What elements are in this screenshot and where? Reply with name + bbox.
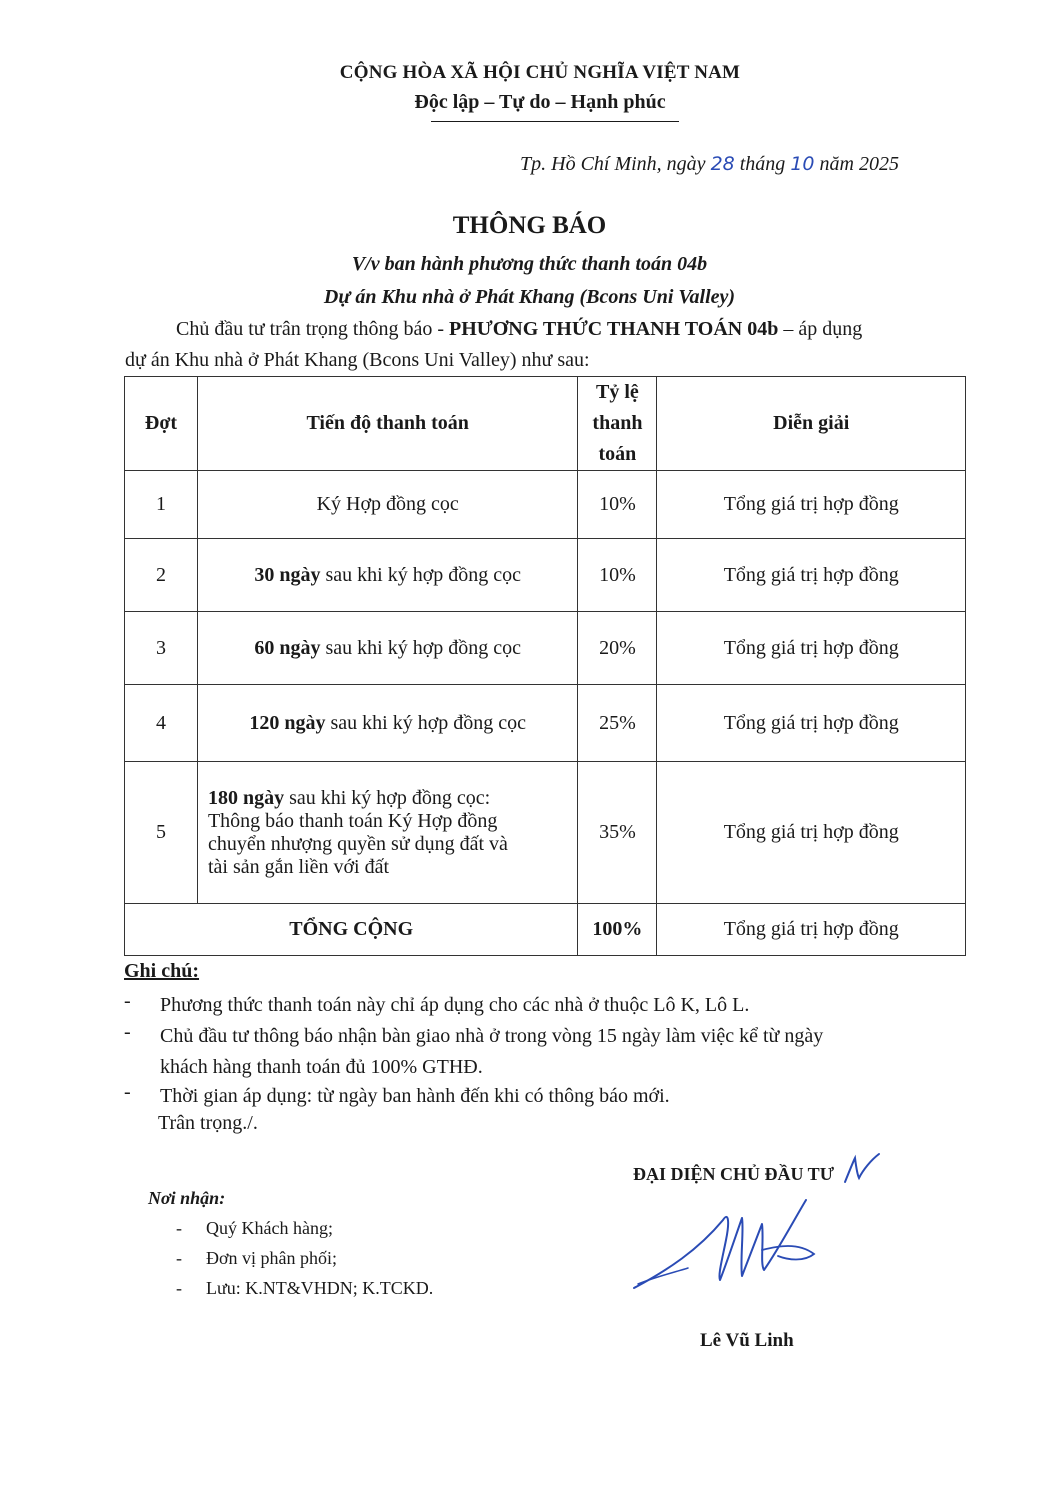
table-row <box>125 612 966 685</box>
intro-lead: Chủ đầu tư trân trọng thông báo - <box>176 318 450 340</box>
row-phase: 5 <box>125 762 198 904</box>
closing-regards: Trân trọng./. <box>158 1112 258 1134</box>
note-text: Phương thức thanh toán này chỉ áp dụng cho các nhà ở thuộc Lô K, Lô L. <box>160 994 750 1016</box>
project-name: Dự án Khu nhà ở Phát Khang (Bcons Uni Valley) <box>323 286 736 308</box>
recipient-text: Lưu: K.NT&VHDN; K.TCKD. <box>206 1278 434 1298</box>
note-text: Thời gian áp dụng: từ ngày ban hành đến khi có thông báo mới. <box>160 1085 670 1107</box>
row-description: Tổng giá trị hợp đồng <box>657 685 966 762</box>
intro-line-1 <box>176 318 862 341</box>
table-total-row <box>125 904 966 956</box>
row-rate: 10% <box>578 539 657 612</box>
note-item <box>124 1021 966 1083</box>
intro-tail: – áp dụng <box>778 318 863 340</box>
recipient-dash: - <box>176 1278 182 1298</box>
header-rate-line1: Tỷ lệ <box>596 381 639 403</box>
row-rate: 25% <box>578 685 657 762</box>
row-description: Tổng giá trị hợp đồng <box>657 471 966 539</box>
header-phase: Đợt <box>125 377 198 471</box>
row-progress <box>197 471 577 539</box>
row-progress <box>197 539 577 612</box>
signature-icon <box>628 1180 868 1330</box>
table-row <box>125 685 966 762</box>
row-progress-text: sau khi ký hợp đồng cọc: <box>284 786 491 809</box>
recipients-title: Nơi nhận: <box>148 1188 226 1208</box>
row-progress-text: sau khi ký hợp đồng cọc <box>325 711 527 734</box>
nation-header: CỘNG HÒA XÃ HỘI CHỦ NGHĨA VIỆT NAM <box>339 62 741 83</box>
row-progress <box>197 762 577 904</box>
row-rate: 20% <box>578 612 657 685</box>
row-progress-line4: tài sản gắn liền với đất <box>207 855 390 878</box>
signer-name: Lê Vũ Linh <box>700 1330 794 1351</box>
row-progress-days: 180 ngày <box>207 786 285 809</box>
intro-line-2: dự án Khu nhà ở Phát Khang (Bcons Uni Valley) như sau: <box>125 349 590 371</box>
row-rate: 10% <box>578 471 657 539</box>
row-description: Tổng giá trị hợp đồng <box>657 612 966 685</box>
recipient-item <box>176 1278 433 1299</box>
national-motto: Độc lập – Tự do – Hạnh phúc <box>414 91 666 113</box>
total-label: TỔNG CỘNG <box>125 904 578 956</box>
dateline-month-label: tháng <box>734 153 791 175</box>
row-progress-days: 60 ngày <box>254 636 321 659</box>
dateline-prefix: Tp. Hồ Chí Minh, ngày <box>520 153 711 175</box>
note-text-continued: khách hàng thanh toán đủ 100% GTHĐ. <box>160 1056 483 1078</box>
motto-underline <box>431 121 679 122</box>
total-description: Tổng giá trị hợp đồng <box>657 904 966 956</box>
row-progress-line2: Thông báo thanh toán Ký Hợp đồng <box>207 809 498 832</box>
note-item <box>124 1081 966 1112</box>
dateline-month: 10 <box>790 153 815 175</box>
row-description: Tổng giá trị hợp đồng <box>657 539 966 612</box>
recipient-text: Đơn vị phân phối; <box>206 1248 338 1268</box>
intro-method-name: PHƯƠNG THỨC THANH TOÁN 04b <box>449 318 779 340</box>
recipient-dash: - <box>176 1218 182 1238</box>
row-progress-text: sau khi ký hợp đồng cọc <box>320 636 522 659</box>
recipient-text: Quý Khách hàng; <box>206 1218 333 1238</box>
row-progress <box>197 612 577 685</box>
note-item <box>124 990 966 1021</box>
row-rate: 35% <box>578 762 657 904</box>
dateline <box>520 153 899 176</box>
row-progress-line3: chuyển nhượng quyền sử dụng đất và <box>207 832 508 855</box>
row-progress-text: sau khi ký hợp đồng cọc <box>320 563 522 586</box>
row-phase: 2 <box>125 539 198 612</box>
header-rate-line2: thanh <box>592 412 643 434</box>
table-row <box>125 762 966 904</box>
dateline-day: 28 <box>710 153 735 175</box>
row-phase: 3 <box>125 612 198 685</box>
row-progress <box>197 685 577 762</box>
row-progress-line1 <box>208 787 569 810</box>
dateline-year: năm 2025 <box>814 153 899 175</box>
header-rate <box>578 377 657 471</box>
document-subtitle: V/v ban hành phương thức thanh toán 04b <box>351 253 708 275</box>
row-description: Tổng giá trị hợp đồng <box>657 762 966 904</box>
row-progress-days: 30 ngày <box>254 563 321 586</box>
row-phase: 1 <box>125 471 198 539</box>
table-header-row <box>125 377 966 471</box>
recipient-dash: - <box>176 1248 182 1268</box>
header-description: Diễn giải <box>657 377 966 471</box>
notes-title: Ghi chú: <box>124 960 200 982</box>
note-dash: - <box>124 1081 131 1103</box>
total-rate: 100% <box>578 904 657 956</box>
note-dash: - <box>124 1021 131 1043</box>
row-phase: 4 <box>125 685 198 762</box>
recipient-item <box>176 1218 333 1239</box>
row-progress-text: Ký Hợp đồng cọc <box>316 493 459 515</box>
payment-schedule-table <box>124 376 966 956</box>
representative-title-text: ĐẠI DIỆN CHỦ ĐẦU TƯ <box>633 1164 835 1184</box>
note-dash: - <box>124 990 131 1012</box>
table-row <box>125 539 966 612</box>
document-title: THÔNG BÁO <box>452 212 607 239</box>
recipient-item <box>176 1248 337 1269</box>
note-text: Chủ đầu tư thông báo nhận bàn giao nhà ở trong vòng 15 ngày làm việc kể từ ngày <box>160 1025 824 1047</box>
table-row <box>125 471 966 539</box>
header-rate-line3: toán <box>598 443 637 465</box>
header-progress: Tiến độ thanh toán <box>197 377 577 471</box>
row-progress-days: 120 ngày <box>249 711 326 734</box>
